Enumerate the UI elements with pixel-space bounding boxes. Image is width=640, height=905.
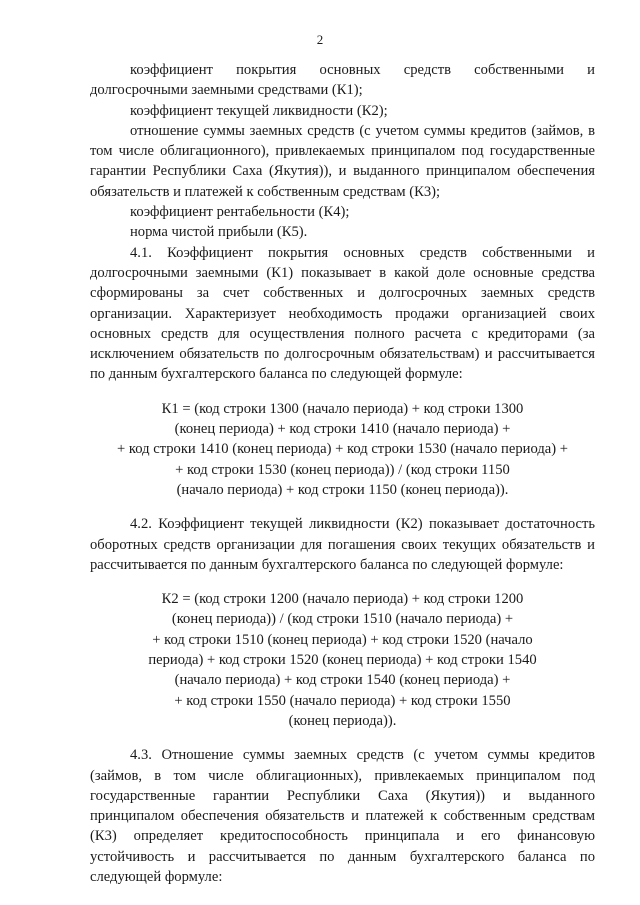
list-item-k4: коэффициент рентабельности (К4);: [130, 204, 350, 221]
document-body: [90, 60, 595, 887]
formula-line: К1 = (код строки 1300 (начало периода) + код строки 1300: [161, 400, 524, 417]
formula-line: (конец периода)) / (код строки 1510 (начало периода) +: [171, 611, 514, 628]
section-4-1-paragraph: 4.1. Коэффициент покрытия основных средств собственными и долгосрочными заемными (К1) показывает в какой доле основные средства сформированы за счет собственных и долгосрочных заемных средств организации. Характеризует необходимость продажи организацией своих основных средств для осуществления полного расчета с кредиторами (за исключением обязательств по долгосрочным обязательствам) и рассчитывается по данным бухгалтерского баланса по следующей формуле:: [90, 244, 595, 383]
formula-line: (конец периода) + код строки 1410 (начало периода) +: [174, 421, 511, 438]
formula-line: (начало периода) + код строки 1540 (конец периода) +: [174, 672, 511, 689]
formula-k1: [90, 399, 595, 500]
list-item-k2: коэффициент текущей ликвидности (К2);: [130, 102, 388, 119]
formula-line: + код строки 1530 (конец периода)) / (код строки 1150: [175, 461, 510, 478]
list-item-k5: норма чистой прибыли (К5).: [130, 224, 308, 241]
formula-line: К2 = (код строки 1200 (начало периода) + код строки 1200: [161, 591, 524, 608]
formula-line: + код строки 1550 (начало периода) + код строки 1550: [174, 692, 511, 709]
formula-line: периода) + код строки 1520 (конец периода) + код строки 1540: [148, 652, 537, 669]
section-4-2-paragraph: 4.2. Коэффициент текущей ликвидности (К2) показывает достаточность оборотных средств организации для погашения своих текущих обязательств и рассчитывается по данным бухгалтерского баланса по следующей формуле:: [90, 516, 595, 573]
formula-line: (конец периода)).: [288, 712, 397, 729]
formula-k2: [90, 589, 595, 731]
formula-line: + код строки 1410 (конец периода) + код строки 1530 (начало периода) +: [117, 441, 568, 458]
list-item-k1: коэффициент покрытия основных средств собственными и долгосрочными заемными средствами (К1);: [90, 62, 595, 99]
section-4-3-paragraph: 4.3. Отношение суммы заемных средств (с учетом суммы кредитов (займов, в том числе облигационных), привлекаемых принципалом под государственные гарантии Республики Саха (Якутия)) и выданного принципалом обеспечения обязательств и платежей к собственным средствам (К3) определяет кредитоспособность принципала и его финансовую устойчивость и рассчитывается по данным бухгалтерского баланса по следующей формуле:: [90, 747, 595, 885]
formula-line: + код строки 1510 (конец периода) + код строки 1520 (начало: [152, 631, 533, 648]
page-number: 2: [316, 32, 324, 47]
formula-line: (начало периода) + код строки 1150 (конец периода)).: [176, 481, 509, 498]
list-item-k3: отношение суммы заемных средств (с учетом суммы кредитов (займов, в том числе облигационного), привлекаемых принципалом под государственные гарантии Республики Саха (Якутия)), и выданного принципалом обеспечения обязательств и платежей к собственным средствам (К3);: [90, 122, 595, 200]
